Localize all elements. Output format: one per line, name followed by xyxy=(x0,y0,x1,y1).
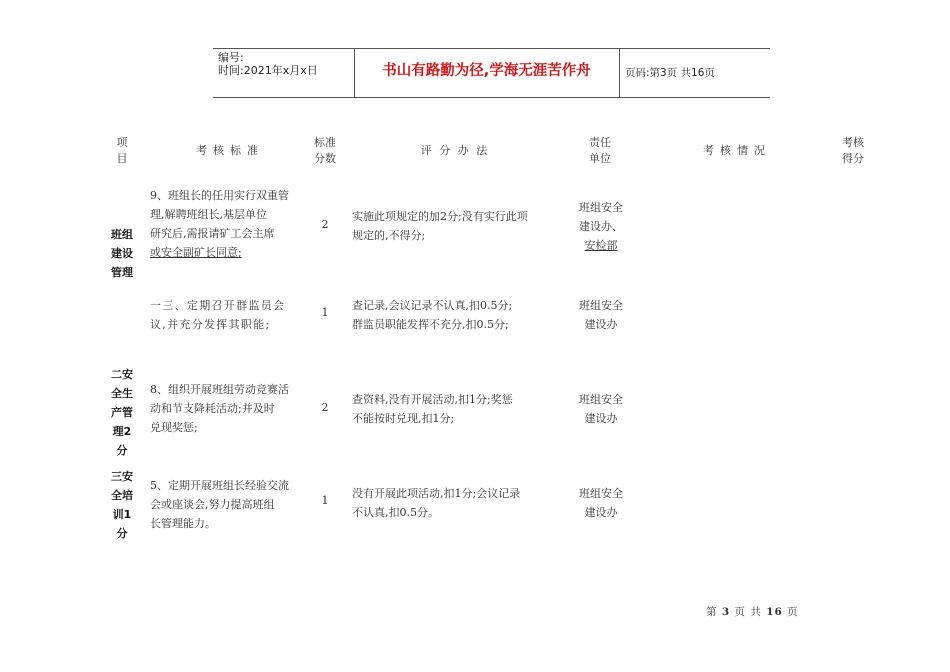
col-header-result-line2: 得分 xyxy=(842,152,864,165)
standard-line: 会或座谈会,努力提高班组 xyxy=(150,498,275,511)
row3-unit xyxy=(573,390,629,428)
unit-line: 建设办、 xyxy=(579,220,623,233)
standard-line: 长管理能力。 xyxy=(150,517,216,530)
category-group-building xyxy=(108,225,136,282)
standard-line: 一三、定期召开群监员会 xyxy=(150,299,286,312)
standard-line: 理,解聘班组长,基层单位 xyxy=(150,208,267,221)
row1-score: 2 xyxy=(321,218,329,231)
standard-line: 研究后,需报请矿工会主席 xyxy=(150,227,275,240)
category-line: 建设 xyxy=(111,247,133,260)
row3-score: 2 xyxy=(321,401,329,414)
col-header-unit xyxy=(585,135,615,167)
col-header-score-line1: 标准 xyxy=(314,136,336,149)
document-code-label: 编号: xyxy=(218,51,244,64)
category-line: 管理 xyxy=(111,266,133,279)
col-header-result-line1: 考核 xyxy=(842,136,864,149)
unit-line: 班组安全 xyxy=(579,487,623,500)
footer-middle: 页 共 xyxy=(734,606,762,618)
method-line: 不能按时兑现,扣1分; xyxy=(352,412,455,425)
col-header-score-line2: 分数 xyxy=(314,152,336,165)
row4-score: 1 xyxy=(321,494,329,507)
standard-line: 8、组织开展班组劳动竞赛活 xyxy=(150,383,289,396)
unit-line: 建设办 xyxy=(584,412,618,425)
col-header-item xyxy=(110,135,134,167)
category-line: 分 xyxy=(116,527,128,540)
row4-method xyxy=(352,484,572,522)
unit-line: 班组安全 xyxy=(579,299,623,312)
category-line: 二安 xyxy=(111,368,133,381)
category-line: 训1 xyxy=(112,508,132,521)
category-safety-production xyxy=(108,365,136,460)
method-line: 规定的,不得分; xyxy=(352,229,426,242)
row1-standard xyxy=(150,186,310,262)
header-bottom-rule xyxy=(213,97,770,98)
category-line: 产管 xyxy=(111,406,133,419)
row1-method xyxy=(352,207,572,245)
document-time-label: 时间:2021年x月x日 xyxy=(218,64,318,77)
row2-method xyxy=(352,296,572,334)
footer-prefix: 第 xyxy=(706,606,718,618)
row4-unit xyxy=(573,484,629,522)
row2-standard xyxy=(150,296,310,334)
col-header-status: 考核情况 xyxy=(703,144,771,157)
row1-unit xyxy=(573,198,629,255)
unit-line: 班组安全 xyxy=(579,393,623,406)
method-line: 查资料,没有开展活动,扣1分;奖惩 xyxy=(352,393,513,406)
method-line: 群监员职能发挥不充分,扣0.5分; xyxy=(352,318,509,331)
col-header-unit-line1: 责任 xyxy=(589,136,611,149)
header-top-rule xyxy=(213,48,770,49)
row3-standard xyxy=(150,380,310,437)
category-line: 三安 xyxy=(111,470,133,483)
method-line: 查记录,会议记录不认真,扣0.5分; xyxy=(352,299,513,312)
row3-method xyxy=(352,390,572,428)
header-page-label: 页码:第3页 共16页 xyxy=(625,67,715,79)
category-line: 全生 xyxy=(111,387,133,400)
page-footer xyxy=(706,604,799,619)
header-divider-2 xyxy=(619,48,620,97)
footer-total-pages: 16 xyxy=(766,606,783,618)
footer-page-number: 3 xyxy=(721,606,731,618)
method-line: 不认真,扣0.5分。 xyxy=(352,506,439,519)
unit-line: 建设办 xyxy=(584,318,618,331)
col-header-result xyxy=(838,135,868,167)
col-header-standard: 考核标准 xyxy=(196,144,264,157)
col-header-method: 评 分 办 法 xyxy=(420,144,490,157)
row4-standard xyxy=(150,476,310,533)
row2-unit xyxy=(573,296,629,334)
col-header-score xyxy=(312,135,338,167)
unit-line: 班组安全 xyxy=(579,201,623,214)
col-header-item-line1: 项 xyxy=(116,136,128,149)
category-line: 班组 xyxy=(111,228,133,241)
standard-line: 动和节支降耗活动;并及时 xyxy=(150,402,275,415)
category-line: 理2 xyxy=(112,425,132,438)
standard-line: 兑现奖惩; xyxy=(150,421,198,434)
unit-line: 安检部 xyxy=(584,239,618,252)
col-header-unit-line2: 单位 xyxy=(589,152,611,165)
category-line: 全培 xyxy=(111,489,133,502)
standard-line: 或安全副矿长同意; xyxy=(150,246,242,259)
category-safety-training xyxy=(108,467,136,543)
method-line: 没有开展此项活动,扣1分;会议记录 xyxy=(352,487,521,500)
col-header-item-line2: 目 xyxy=(116,152,128,165)
standard-line: 5、定期开展班组长经验交流 xyxy=(150,479,289,492)
method-line: 实施此项规定的加2分;没有实行此项 xyxy=(352,210,528,223)
footer-suffix: 页 xyxy=(787,606,799,618)
row2-score: 1 xyxy=(321,306,329,319)
standard-line: 议,并充分发挥其职能; xyxy=(150,318,271,331)
unit-line: 建设办 xyxy=(584,506,618,519)
category-line: 分 xyxy=(116,444,128,457)
standard-line: 9、班组长的任用实行双重管 xyxy=(150,189,289,202)
header-motto: 书山有路勤为径,学海无涯苦作舟 xyxy=(382,63,591,79)
